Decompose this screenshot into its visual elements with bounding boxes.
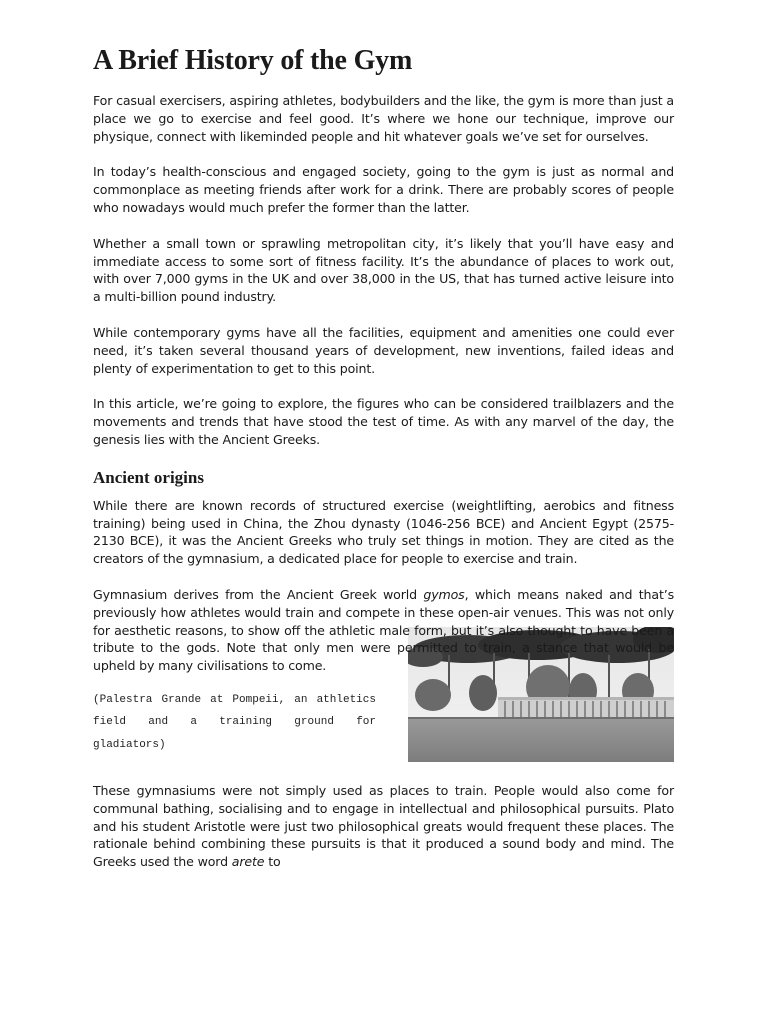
- gymnasium-term: gymos: [423, 586, 465, 602]
- closing-paragraph: [93, 782, 674, 871]
- float-text-column: [93, 586, 674, 675]
- section-heading: Ancient origins: [93, 467, 204, 487]
- image-float-block: [93, 586, 674, 675]
- image-caption: (Palestra Grande at Pompeii, an athletics field and a training ground for gladiators): [93, 693, 376, 751]
- article-title: A Brief History of the Gym: [93, 45, 413, 76]
- arete-term: arete: [231, 854, 265, 870]
- intro-paragraph-3: Whether a small town or sprawling metropolitan city, it’s likely that you’ll have easy and immediate access to some sort of fitness facility. It’s the abundance of places to work out, with over 7,000 gyms in the UK and over 38,000 in the US, that has turned active leisure into a multi-billion pound industry.: [93, 235, 674, 305]
- intro-paragraph-1: For casual exercisers, aspiring athletes, bodybuilders and the like, the gym is more than just a place we go to exercise and feel good. It’s where we hone our technique, improve our physique, connect with likeminded people and hit whatever goals we’ve set for ourselves.: [93, 93, 674, 144]
- gymnasium-text-before: Gymnasium derives from the Ancient Greek world: [93, 586, 424, 602]
- section-paragraph-1: While there are known records of structured exercise (weightlifting, aerobics and fitness training) being used in China, the Zhou dynasty (1046-256 BCE) and Ancient Egypt (2575-2130 BCE), it was the Ancient Greeks who truly set things in motion. They are cited as the creators of the gymnasium, a dedicated place for people to exercise and train.: [93, 497, 674, 567]
- intro-paragraph-5: In this article, we’re going to explore, the figures who can be considered trailblazers and the movements and trends that have stood the test of time. As with any marvel of the day, the genesis lies with the Ancient Greeks.: [93, 396, 674, 447]
- document-page: [93, 40, 674, 889]
- gymnasium-text-after: , which means naked and that’s previously how athletes would train and compete in these open-air venues. This was not only for aesthetic reasons, to show off the athletic male form, but it’s also thought to have been a tribute to the gods. Note that only men were permitted to train, a stance that would be upheld by many civilisations to come.: [93, 586, 674, 674]
- intro-paragraph-2: In today’s health-conscious and engaged society, going to the gym is just as normal and commonplace as meeting friends after work for a drink. There are probably scores of people who nowadays would much prefer the former than the latter.: [93, 164, 674, 215]
- intro-paragraph-4: While contemporary gyms have all the facilities, equipment and amenities one could ever need, it’s taken several thousand years of development, new inventions, failed ideas and plenty of experimentation to get to this point.: [93, 324, 674, 376]
- closing-text-before: These gymnasiums were not simply used as places to train. People would also come for communal bathing, socialising and to engage in intellectual and philosophical pursuits. Plato and his student Aristotle were just two philosophical greats would frequent these places. The rationale behind combining these pursuits is that it produced a sound body and mind. The Greeks used the word: [93, 782, 674, 870]
- closing-text-after: to: [264, 854, 281, 870]
- gymnasium-paragraph: [93, 586, 674, 675]
